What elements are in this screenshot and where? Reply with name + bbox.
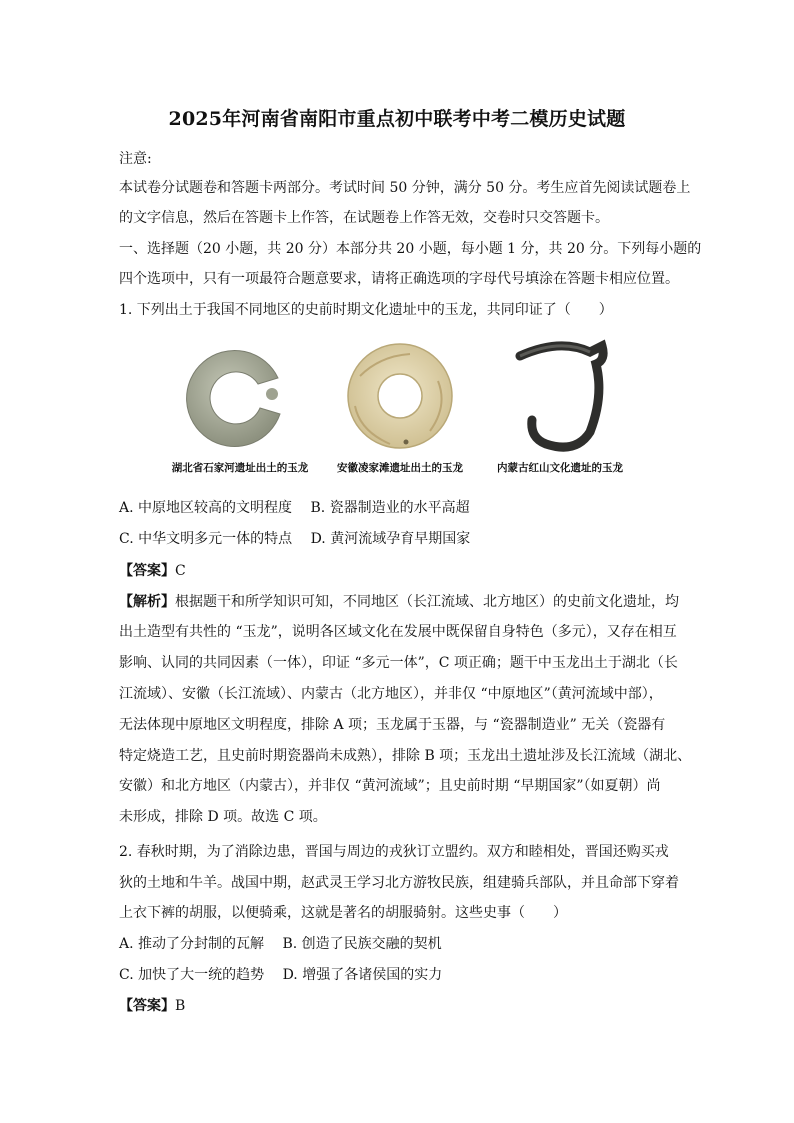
jade-dragon-2-image <box>320 336 480 456</box>
q1-options-ab: A. 中原地区较高的文明程度 B. 瓷器制造业的水平高超 <box>119 500 470 516</box>
jade-dragon-1-image <box>160 336 320 456</box>
notice-line-1: 本试卷分试题卷和答题卡两部分。考试时间 50 分钟，满分 50 分。考生应首先阅读试题卷上 <box>119 180 691 196</box>
q1-analysis-line-2: 出土造型有共性的 “玉龙”，说明各区域文化在发展中既保留自身特色（多元），又存在相互 <box>119 624 677 640</box>
q2-stem-line-3: 上衣下裤的胡服，以便骑乘，这就是著名的胡服骑射。这些史事（ ） <box>119 905 567 921</box>
section-line-2: 四个选项中，只有一项最符合题意要求，请将正确选项的字母代号填涂在答题卡相应位置。 <box>119 271 679 287</box>
q1-analysis-line-1: 【解析】根据题干和所学知识可知，不同地区（长江流域、北方地区）的史前文化遗址，均 <box>119 594 679 610</box>
jade-dragon-figure <box>160 336 640 486</box>
q2-answer <box>119 997 185 1015</box>
q2-stem-line-1: 2. 春秋时期，为了消除边患，晋国与周边的戎狄订立盟约。双方和睦相处，晋国还购买戎 <box>119 844 669 860</box>
caption-shijiahe: 湖北省石家河遗址出土的玉龙 <box>171 462 309 474</box>
q1-options-cd: C. 中华文明多元一体的特点 D. 黄河流域孕育早期国家 <box>119 531 471 547</box>
q1-analysis-line-8: 未形成，排除 D 项。故选 C 项。 <box>119 809 327 825</box>
answer-value: C <box>175 563 186 579</box>
q1-answer <box>119 562 186 580</box>
q2-options-ab: A. 推动了分封制的瓦解 B. 创造了民族交融的契机 <box>119 936 442 952</box>
caption-hongshan: 内蒙古红山文化遗址的玉龙 <box>497 462 623 474</box>
page-title: 2025年河南省南阳市重点初中联考中考二模历史试题 <box>168 108 626 130</box>
q1-analysis-line-6: 特定烧造工艺，且史前时期瓷器尚未成熟），排除 B 项；玉龙出土遗址涉及长江流域（湖北、 <box>119 748 692 764</box>
q2-stem-line-2: 狄的土地和牛羊。战国中期，赵武灵王学习北方游牧民族，组建骑兵部队，并且命部下穿着 <box>119 875 679 891</box>
q2-options-cd: C. 加快了大一统的趋势 D. 增强了各诸侯国的实力 <box>119 967 443 983</box>
answer-value: B <box>175 998 186 1014</box>
jade-dragon-3-image <box>480 336 640 456</box>
answer-label: 【答案】 <box>119 563 175 579</box>
answer-label: 【答案】 <box>119 998 175 1014</box>
caption-lingjiatan: 安徽凌家滩遗址出土的玉龙 <box>337 462 463 474</box>
q1-stem: 1. 下列出土于我国不同地区的史前时期文化遗址中的玉龙，共同印证了（ ） <box>119 302 613 318</box>
section-line-1: 一、选择题（20 小题，共 20 分）本部分共 20 小题，每小题 1 分，共 20 分。下列每小题的 <box>119 241 702 257</box>
notice-line-2: 的文字信息，然后在答题卡上作答，在试题卷上作答无效，交卷时只交答题卡。 <box>119 210 609 226</box>
notice-label: 注意: <box>119 151 152 167</box>
q1-analysis-line-5: 无法体现中原地区文明程度，排除 A 项；玉龙属于玉器，与 “瓷器制造业” 无关（瓷器有 <box>119 717 666 733</box>
q1-analysis-line-3: 影响、认同的共同因素（一体），印证 “多元一体”，C 项正确；题干中玉龙出土于湖北（长 <box>119 655 678 671</box>
q1-analysis-line-7: 安徽）和北方地区（内蒙古），并非仅 “黄河流域”；且史前时期 “早期国家”（如夏朝）尚 <box>119 778 661 794</box>
q1-analysis-line-4: 江流域）、安徽（长江流域）、内蒙古（北方地区），并非仅 “中原地区”（黄河流域中部）， <box>119 686 663 702</box>
analysis-label: 【解析】 <box>119 594 175 610</box>
